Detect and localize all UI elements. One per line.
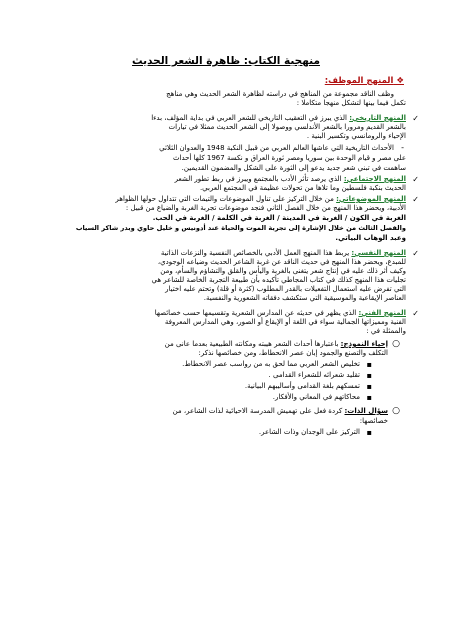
section-historical-extra-1: الأحداث التاريخية التي عاشها العالم العربي من قبيل النكبة 1948 والعدوان الثلاثي [159,144,394,152]
section-historical-extra-3: ساهمت في تبني شعر جديد يدعو إلى الثورة على الشكل والمضمون القديمين. [181,164,406,172]
diamond-bullet-icon: ▪ [366,382,372,391]
section-thematic-bold-3: وعبد الوهاب البياتي. [335,234,406,242]
diamond-bullet-icon: ▪ [366,360,372,369]
intro-heading: ❖ المنهج الموظف: [324,76,404,86]
section-historical-extra-2: على مصر و قيام الوحدة بين سوريا ومصر ثورة العراق و نكسة 1967 كلها أحداث [172,154,406,162]
school-revival: إحياء النموذج: باعتبارها أحداث الشعر هيبته ومكانته الطبيعية بعدما عانى من [164,340,388,348]
section-thematic-bold-1: الغربة في الكون / الغربة في المدينة / الغربة في الكلمة / الغربة في الحب. [152,214,406,222]
school-revival-item-4: محاكاتهم في المعاني والأفكار. [272,393,360,401]
school-revival-line-2: التكلف والتصنع والجمود إبان عصر الانحطاط، ومن خصائصها نذكر: [198,349,388,357]
section-psychological-line-3: وكيف أثر ذلك عليه في إنتاج شعر يتغنى بالغربة واليأس والقلق والتشاؤم والسأم، ومن [160,267,406,275]
section-historical-line-3: الإحياء والرومانسي وتكسير البنية . [306,132,406,140]
school-self-line-2: خصائصها: [359,417,388,425]
diamond-bullet-icon: ▪ [366,371,372,380]
school-self: سؤال الذات: كردة فعل على تهميش المدرسة الاحيائية لذات الشاعر، من [172,407,388,415]
circle-bullet-icon: ○ [392,406,400,416]
section-psychological: المنهج النفسي: يربط هذا المنهج العمل الأدبي بالخصائص النفسية والنزعات الذاتية [160,249,406,257]
check-icon: ✓ [412,195,419,204]
section-psychological-line-5: التي تفرض عليه استعمال التفعيلات بالقدر المطلوب (كثرة أو قلة) وتحتم عليه اختيار [165,285,406,293]
section-thematic-bold-2: والفصل الثالث من خلال الإشارة إلى تجربة الموت والحياة عند أدونيس و خليل حاوي وبدر شاكر السياب [75,224,406,232]
section-psychological-line-2: للمبدع، ويحضر هذا المنهج في حديث الناقد عن غربة الشاعر الحديث وضياعه الوجودي، [157,258,406,266]
intro-line-1: وظف الناقد مجموعة من المناهج في دراسته لظاهرة الشعر الحديث وهي مناهج [166,90,394,98]
section-social: المنهج الاجتماعي: الذي يرصد تأثر الأدب بالمجتمع ويبرز في ربط تطور الشعر [174,175,406,183]
section-psychological-line-4: تجليات هذا المنهج كذلك في كتاب المجاطي تأكيده بأن طبيعة التجربة الخاصة للشاعر هي [151,276,406,284]
check-icon: ✓ [412,309,419,318]
check-icon: ✓ [412,175,419,184]
section-psychological-line-6: العناصر الإيقاعية والموسيقية التي ستكشف دفقاته الشعورية والنفسية. [203,294,406,302]
section-thematic: المنهج الموضوعاتي: من خلال التركيز على تناول الموضوعات والتيمات التي تتداول حولها الظواهر [115,195,406,203]
check-icon: ✓ [412,249,419,258]
section-thematic-line-2: الأدبية، ويحضر هذا المنهج من خلال الفصل الثاني فنجد موضوعات تجربة الغربة والضياع من قبيل : [125,204,406,212]
check-icon: ✓ [412,114,419,123]
section-social-line-2: الحديث بنكبة فلسطين وما تلاها من تحولات عظيمة في المجتمع العربي. [199,184,406,192]
section-artistic-line-2: الفنية ومميزاتها الجمالية سواء في اللغة أو الإيقاع أو الصور، وهي المدارس المعروفة [164,318,406,326]
section-historical-line-2: بالشعر القديم ومرورا بالشعر الأندلسي ووصولا إلى الشعر الحديث ممثلا في تيارات [168,123,406,131]
school-revival-item-1: تخليص الشعر العربي مما لحق به من رواسب عصر الانحطاط. [182,360,360,368]
school-revival-item-3: تمسكهم بلغة القدامى وأساليبهم البيانية. [244,382,360,390]
intro-line-2: تكمل فيما بينها لتشكل منهجا متكاملا : [296,99,406,107]
page-title: منهجية الكتاب: ظاهرة الشعر الحديث [132,55,320,67]
diamond-bullet-icon: ▪ [366,428,372,437]
diamond-bullet-icon: ▪ [366,393,372,402]
section-artistic-line-3: والممثلة في : [366,327,406,335]
section-artistic: المنهج الفني: الذي يظهر في حديثه عن المدارس الشعرية وتقسيمها حسب خصائصها [154,309,406,317]
section-historical: المنهج التاريخي: الذي يبرز في التعقيب التاريخي للشعر العربي في بداية المؤلف، بدءا [151,114,406,122]
school-self-item-1: التركيز على الوجدان وذات الشاعر. [258,428,360,436]
circle-bullet-icon: ○ [392,339,400,349]
dash-icon: - [401,143,404,152]
school-revival-item-2: تقليد شعرائه للشعراء القدامى . [268,371,360,379]
